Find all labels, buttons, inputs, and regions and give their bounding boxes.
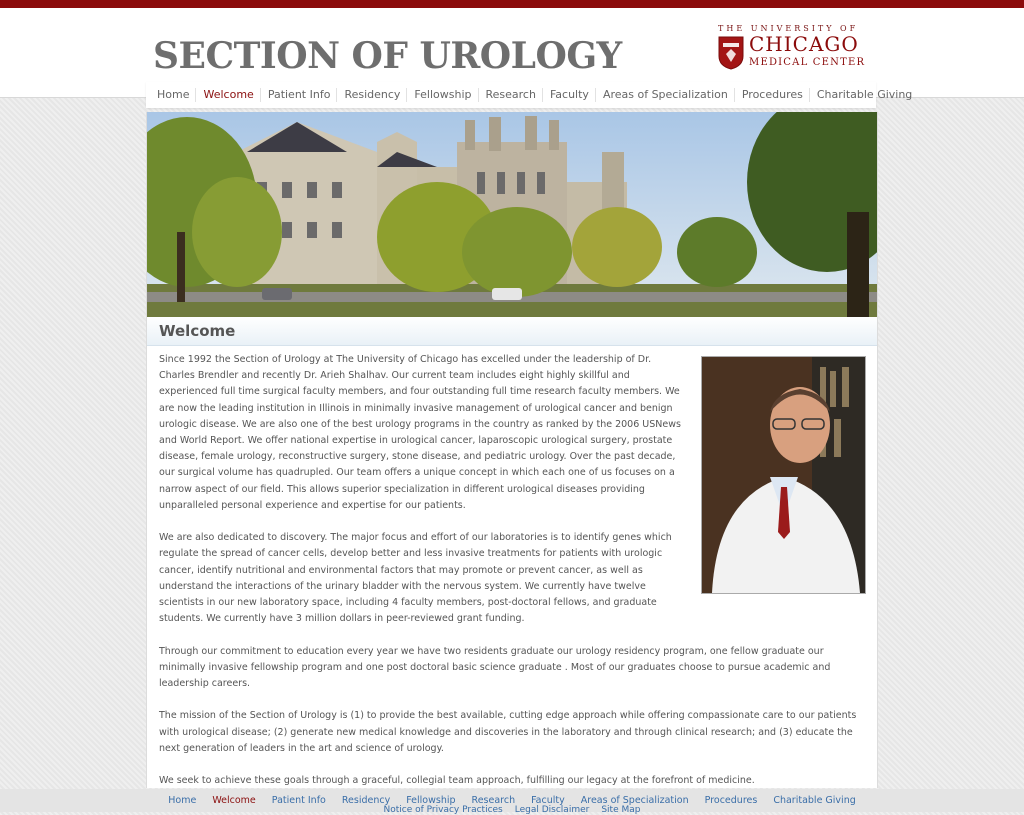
main-nav-list: [146, 82, 913, 108]
main-content-panel: [146, 112, 878, 788]
footer-sub-item-site-map[interactable]: Site Map: [601, 805, 641, 815]
paragraph: We are also dedicated to discovery. The major focus and effort of our laboratories is to identify genes which regulate the spread of cancer cells, develop better and less invasive treatments for patients with urologic cancer, identify nutritional and environmental factors that may promote or prevent cancer, as well as understand the interactions of the urinary bladder with the nervous system. We currently have twelve scientists in our new laboratory space, including 4 faculty members, post-doctoral fellows, and graduate students. We currently have 3 million dollars in peer-reviewed grant funding.: [159, 532, 672, 625]
nav-item-home[interactable]: Home: [157, 88, 190, 101]
footer-sub-item-legal-disclaimer[interactable]: Legal Disclaimer: [514, 805, 590, 815]
footer-item-fellowship[interactable]: Fellowship: [406, 795, 456, 806]
campus-banner-image: [147, 112, 877, 317]
logo-line-3: MEDICAL CENTER: [749, 57, 866, 68]
university-logo[interactable]: [716, 24, 871, 76]
shield-icon: [718, 36, 744, 70]
nav-item-areas-of-specialization[interactable]: Areas of Specialization: [595, 88, 734, 102]
paragraph: Since 1992 the Section of Urology at The University of Chicago has excelled under the leadership of Dr. Charles Brendler and recently Dr. Arieh Shalhav. Our current team includes eight highly skillful and experienced full time surgical faculty members, and four outstanding full time research faculty members. We are now the leading institution in Illinois in minimally invasive management of urological cancer and benign urologic disease. We are also one of the best urology programs in the country as ranked by the 2006 USNews and World Report. We offer national expertise in urological cancer, laparoscopic urological surgery, prostate disease, female urology, reconstructive surgery, stone disease, and pediatric urology. Over the past decade, our surgical volume has quadrupled. Our team offers a unique concept in which each one of us focuses on a narrow aspect of our field. This allows superior specialization in different urological diseases providing unparalleled personal experience and expertise for our patients.: [159, 354, 681, 511]
page-heading: Welcome: [159, 322, 236, 340]
footer-item-patient-info[interactable]: Patient Info: [271, 795, 326, 806]
footer-item-procedures[interactable]: Procedures: [704, 795, 758, 806]
section-heading-bar: [147, 317, 877, 346]
footer-item-charitable-giving[interactable]: Charitable Giving: [773, 795, 856, 806]
nav-item-patient-info[interactable]: Patient Info: [260, 88, 337, 102]
welcome-text: [159, 352, 865, 806]
nav-item-welcome[interactable]: Welcome: [195, 88, 259, 102]
campus-banner-illustration: [147, 112, 877, 317]
nav-item-faculty[interactable]: Faculty: [542, 88, 595, 102]
footer-item-welcome[interactable]: Welcome: [212, 795, 256, 806]
footer-item-areas-of-specialization[interactable]: Areas of Specialization: [580, 795, 689, 806]
paragraph: The mission of the Section of Urology is (1) to provide the best available, cutting edge approach while offering compassionate care to our patients with urological disease; (2) generate new medical knowledge and discoveries in the laboratory and through clinical research; and (3) educate the next generation of leaders in the art and science of urology.: [159, 710, 857, 754]
nav-item-charitable-giving[interactable]: Charitable Giving: [809, 88, 918, 102]
logo-line-2: CHICAGO: [749, 32, 859, 56]
footer-sub-links: [0, 805, 1024, 815]
paragraph: We seek to achieve these goals through a graceful, collegial team approach, fulfilling our legacy at the forefront of medicine.: [159, 775, 755, 787]
nav-item-research[interactable]: Research: [478, 88, 542, 102]
footer-item-faculty[interactable]: Faculty: [531, 795, 565, 806]
nav-item-residency[interactable]: Residency: [336, 88, 406, 102]
top-accent-bar: [0, 0, 1024, 8]
logo-line-1: THE UNIVERSITY OF: [718, 24, 859, 33]
footer-sub-item-notice-of-privacy-practices[interactable]: Notice of Privacy Practices: [383, 805, 503, 815]
footer-item-research[interactable]: Research: [471, 795, 516, 806]
site-title: SECTION OF UROLOGY: [153, 35, 622, 77]
paragraph: Through our commitment to education every year we have two residents graduate our urology residency program, one fellow graduate our minimally invasive fellowship program and one post doctoral basic science graduate . Most of our graduates choose to pursue academic and leadership careers.: [159, 645, 831, 690]
footer-item-home[interactable]: Home: [168, 795, 197, 806]
nav-item-procedures[interactable]: Procedures: [734, 88, 809, 102]
footer-item-residency[interactable]: Residency: [341, 795, 391, 806]
main-nav: [146, 82, 913, 108]
nav-item-fellowship[interactable]: Fellowship: [406, 88, 477, 102]
